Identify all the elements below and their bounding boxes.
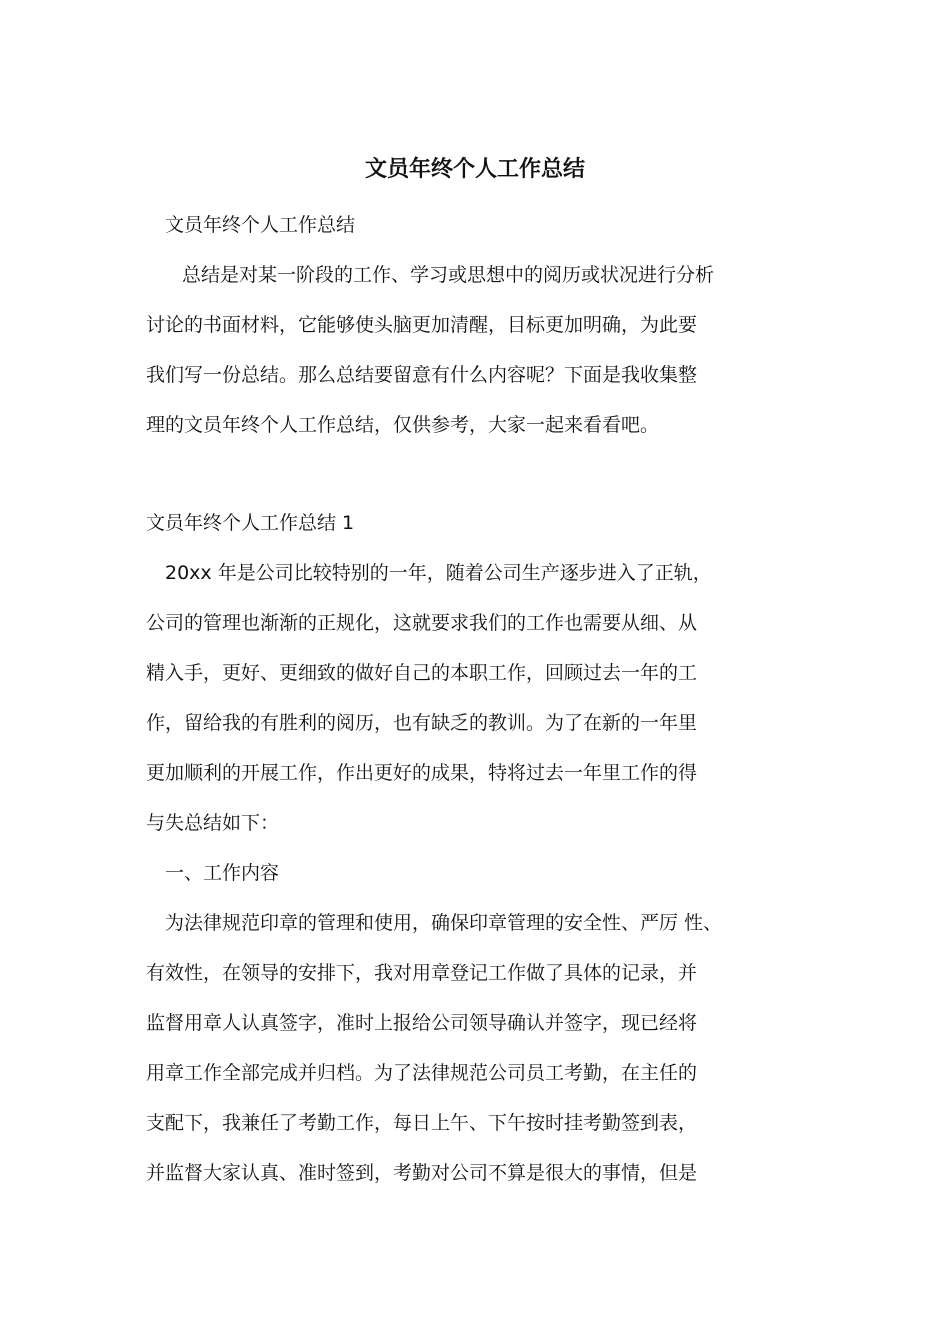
body-line-1: 20xx 年是公司比较特别的一年，随着公司生产逐步进入了正轨， [165,562,712,584]
body-line-7: 为法律规范印章的管理和使用，确保印章管理的安全性、严厉 性、 [165,912,723,934]
intro-line-4: 理的文员年终个人工作总结，仅供参考，大家一起来看看吧。 [146,414,660,436]
body-line-6: 与失总结如下： [146,812,280,834]
body-line-11: 支配下，我兼任了考勤工作，每日上午、下午按时挂考勤签到表， [146,1112,698,1134]
subtitle-line: 文员年终个人工作总结 [165,214,356,236]
intro-line-1: 总结是对某一阶段的工作、学习或思想中的阅历或状况进行分析 [182,264,715,286]
subsection-heading-1: 一、工作内容 [165,862,280,884]
body-line-8: 有效性，在领导的安排下，我对用章登记工作做了具体的记录，并 [146,962,698,984]
section-heading-1: 文员年终个人工作总结 1 [146,512,355,534]
body-line-4: 作，留给我的有胜利的阅历，也有缺乏的教训。为了在新的一年里 [146,712,698,734]
body-line-9: 监督用章人认真签字，准时上报给公司领导确认并签字，现已经将 [146,1012,698,1034]
body-line-12: 并监督大家认真、准时签到，考勤对公司不算是很大的事情，但是 [146,1162,698,1184]
intro-line-2: 讨论的书面材料，它能够使头脑更加清醒，目标更加明确，为此要 [146,314,698,336]
body-line-5: 更加顺利的开展工作，作出更好的成果，特将过去一年里工作的得 [146,762,698,784]
intro-line-3: 我们写一份总结。那么总结要留意有什么内容呢？下面是我收集整 [146,364,698,386]
document-title: 文员年终个人工作总结 [364,157,585,182]
body-line-3: 精入手，更好、更细致的做好自己的本职工作，回顾过去一年的工 [146,662,698,684]
body-line-10: 用章工作全部完成并归档。为了法律规范公司员工考勤，在主任的 [146,1062,698,1084]
body-line-2: 公司的管理也渐渐的正规化，这就要求我们的工作也需要从细、从 [146,612,698,634]
